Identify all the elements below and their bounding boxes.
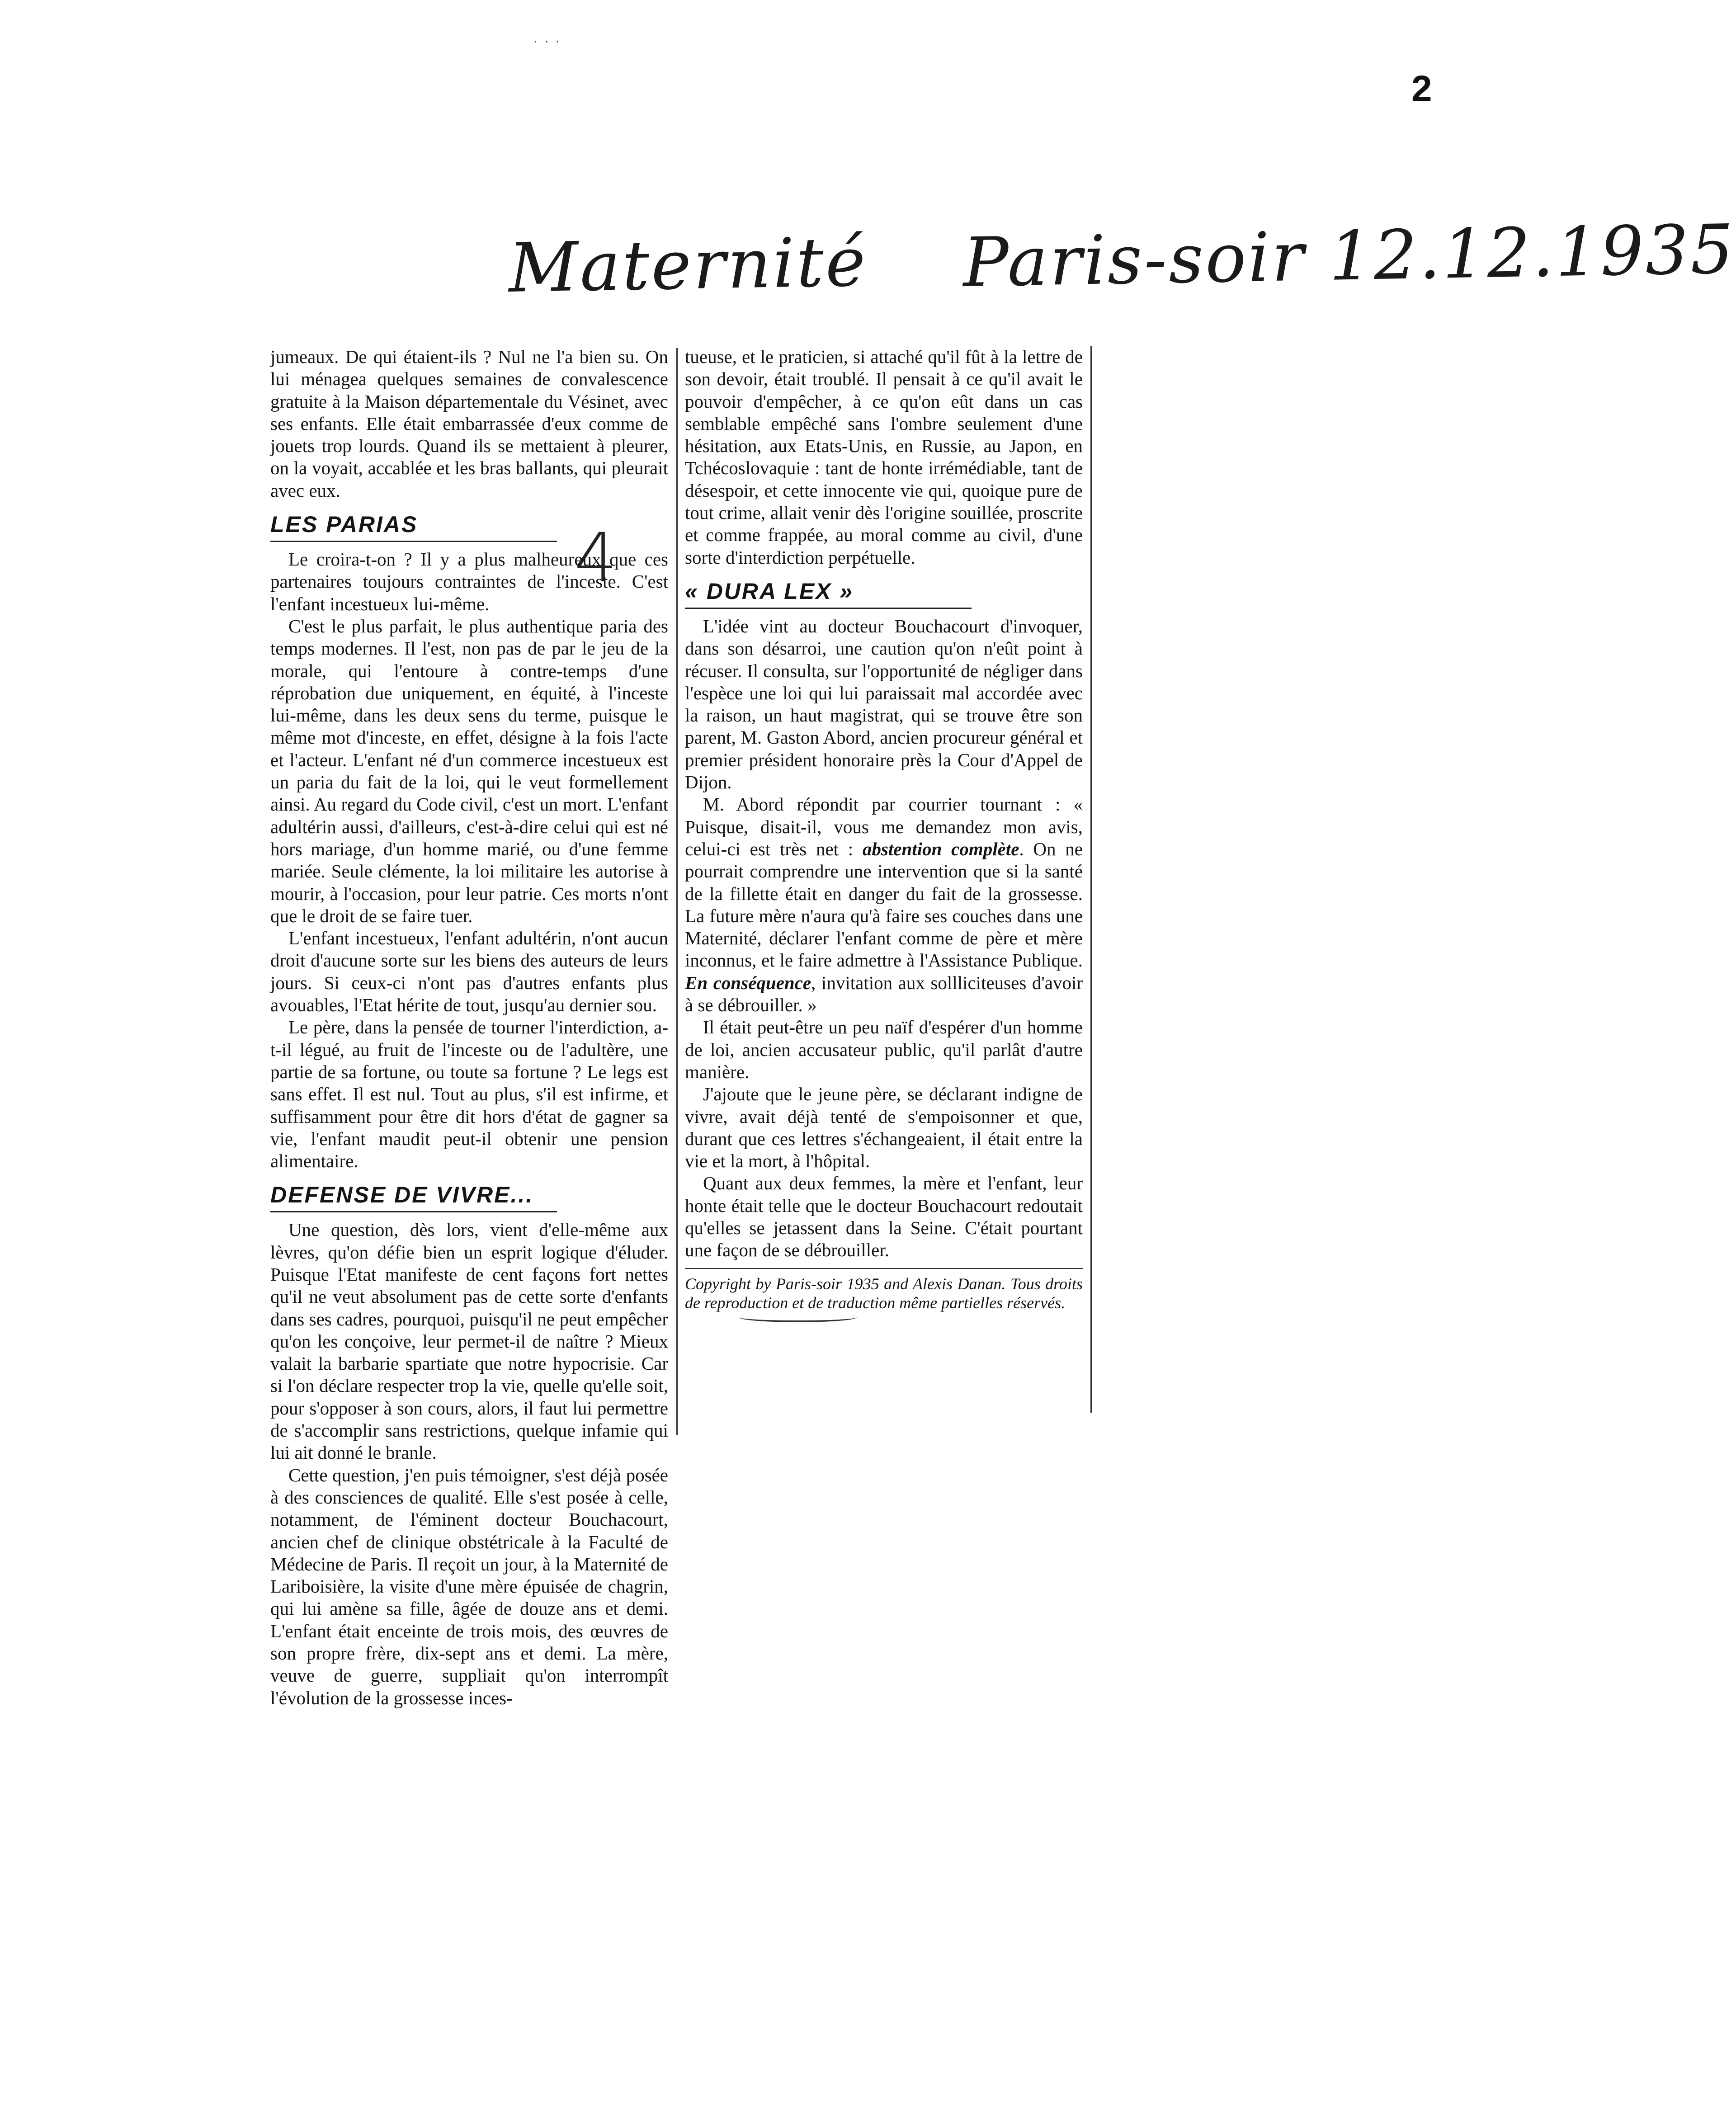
paragraph: Le croira-t-on ? Il y a plus malheureux que ces partenaires toujours contraintes de l'inceste. C'est l'enfant incestueux lui-même. — [270, 549, 668, 614]
pen-underline-mark — [739, 1312, 857, 1322]
paragraph: L'enfant incestueux, l'enfant adultérin, n'ont aucun droit d'aucune sorte sur les biens des auteurs de leurs jours. Si ceux-ci n'ont pas d'autres enfants plus avouables, l'Etat hérite de tout, jusqu'au dernier sou. — [270, 928, 668, 1016]
paragraph: L'idée vint au docteur Bouchacourt d'invoquer, dans son désarroi, une caution qu'on n'eût point à récuser. Il consulta, sur l'opportunité de négliger dans l'espèce une loi qui lui paraissait mal accordée avec la raison, un haut magistrat, qui se trouve être son parent, M. Gaston Abord, ancien procureur général et premier président honoraire près la Cour d'Appel de Dijon. — [685, 615, 1083, 793]
copyright-notice: Copyright by Paris-soir 1935 and Alexis Danan. Tous droits de reproduction et de traduction même partielles réservés. — [685, 1268, 1083, 1312]
article-column-right — [685, 346, 1083, 1322]
emphasis: abstention complète — [862, 838, 1019, 859]
pencil-annotation: 4 — [574, 519, 618, 598]
section-heading-les-parias: LES PARIAS — [270, 510, 557, 542]
paragraph: J'ajoute que le jeune père, se déclarant indigne de vivre, avait déjà tenté de s'empoisonner et que, durant que ces lettres s'échangeaient, il était entre la vie et la mort, à l'hôpital. — [685, 1084, 1083, 1172]
paragraph: Il était peut-être un peu naïf d'espérer d'un homme de loi, ancien accusateur public, qu'il parlât d'autre manière. — [685, 1017, 1083, 1082]
paragraph: Le père, dans la pensée de tourner l'interdiction, a-t-il légué, au fruit de l'inceste ou de l'adultère, une partie de sa fortune, ou toute sa fortune ? Le legs est sans effet. Il est nul. Tout au plus, s'il est infirme, et suffisamment pour être dit hors d'état de gagner sa vie, l'enfant maudit peut-il obtenir une pension alimentaire. — [270, 1017, 668, 1172]
paragraph: tueuse, et le praticien, si attaché qu'il fût à la lettre de son devoir, était troublé. Il pensait à ce qu'il avait le pouvoir d'empêcher, à ce qu'on eût dans un cas semblable empêché sans l'ombre seulement d'une hésitation, aux Etats-Unis, en Russie, au Japon, en Tchécoslovaquie : tant de honte irrémédiable, tant de désespoir, et cette innocente vie qui, quoique pure de tout crime, allait venir dès l'origine souillée, proscrite et comme frappée, au moral comme au civil, d'une sorte d'interdiction perpétuelle. — [685, 346, 1083, 568]
text-run: M. Abord répondit par courrier tournant : « Puisque, disait-il, vous me demandez mon avis, celui-ci est très net : — [685, 794, 1083, 859]
section-heading-dura-lex: « DURA LEX » — [685, 577, 972, 609]
paragraph — [685, 793, 1083, 1016]
column-right-border — [1090, 346, 1092, 1413]
column-divider — [676, 348, 678, 1435]
page-number: 2 — [1411, 68, 1432, 109]
handwritten-title: Maternité — [508, 223, 868, 308]
scan-specks: · · · — [533, 35, 561, 49]
text-run: . On ne pourrait comprendre une intervention que si la santé de la fillette était en danger du fait de la grossesse. La future mère n'aura qu'à faire ses couches dans une Maternité, déclarer l'enfant comme de père et mère inconnus, et le faire admettre à l'Assistance Publique. — [685, 838, 1083, 971]
paragraph: Quant aux deux femmes, la mère et l'enfant, leur honte était telle que le docteur Bouchacourt redoutait qu'elles se jetassent dans la Seine. C'était pourtant une façon de se débrouiller. — [685, 1173, 1083, 1261]
emphasis: En conséquence — [685, 972, 811, 993]
paragraph: Cette question, j'en puis témoigner, s'est déjà posée à des consciences de qualité. Elle s'est posée à celle, notamment, de l'éminent docteur Bouchacourt, ancien chef de clinique obstétricale à la Faculté de Médecine de Paris. Il reçoit un jour, à la Maternité de Lariboisière, la visite d'une mère épuisée de chagrin, qui lui amène sa fille, âgée de douze ans et demi. L'enfant était enceinte de trois mois, des œuvres de son propre frère, dix-sept ans et demi. La mère, veuve de guerre, suppliait qu'on interrompît l'évolution de la grossesse inces- — [270, 1464, 668, 1708]
section-heading-defense-de-vivre: DEFENSE DE VIVRE... — [270, 1180, 557, 1212]
paragraph: jumeaux. De qui étaient-ils ? Nul ne l'a bien su. On lui ménagea quelques semaines de convalescence gratuite à la Maison départementale du Vésinet, avec ses enfants. Elle était embarrassée d'eux comme de jouets trop lourds. Quand ils se mettaient à pleurer, on la voyait, accablée et les bras ballants, qui pleurait avec eux. — [270, 346, 668, 501]
handwritten-source-date: Paris-soir 12.12.1935 — [962, 210, 1736, 302]
paragraph: C'est le plus parfait, le plus authentique paria des temps modernes. Il l'est, non pas de par le jeu de la morale, qui l'entoure à contre-temps d'une réprobation due uniquement, en équité, à l'inceste lui-même, dans les deux sens du terme, puisque le même mot d'inceste, en effet, désigne à la fois l'acte et l'acteur. L'enfant né d'un commerce incestueux est un paria du fait de la loi, qui le veut formellement ainsi. Au regard du Code civil, c'est un mort. L'enfant adultérin aussi, d'ailleurs, c'est-à-dire celui qui est né hors mariage, d'un homme marié, ou d'une femme mariée. Seule clémente, la loi militaire les autorise à mourir, à l'occasion, pour leur patrie. Ces morts n'ont que le droit de se faire tuer. — [270, 615, 668, 926]
article-column-left — [270, 346, 668, 1709]
text-run: , invitation aux sollliciteuses d'avoir à se débrouiller. » — [685, 972, 1083, 1016]
paragraph: Une question, dès lors, vient d'elle-même aux lèvres, qu'on défie bien un esprit logique d'éluder. Puisque l'Etat manifeste de cent façons fort nettes qu'il ne veut absolument pas de cette sorte d'enfants dans ses cadres, pourquoi, puisqu'il ne peut empêcher qu'on les conçoive, leur permet-il de naître ? Mieux valait la barbarie spartiate que notre hypocrisie. Car si l'on déclare respecter trop la vie, quelle qu'elle soit, pour s'opposer à son cours, alors, il faut lui permettre de s'accomplir sans restrictions, quelque infamie qui lui ait donné le branle. — [270, 1219, 668, 1463]
